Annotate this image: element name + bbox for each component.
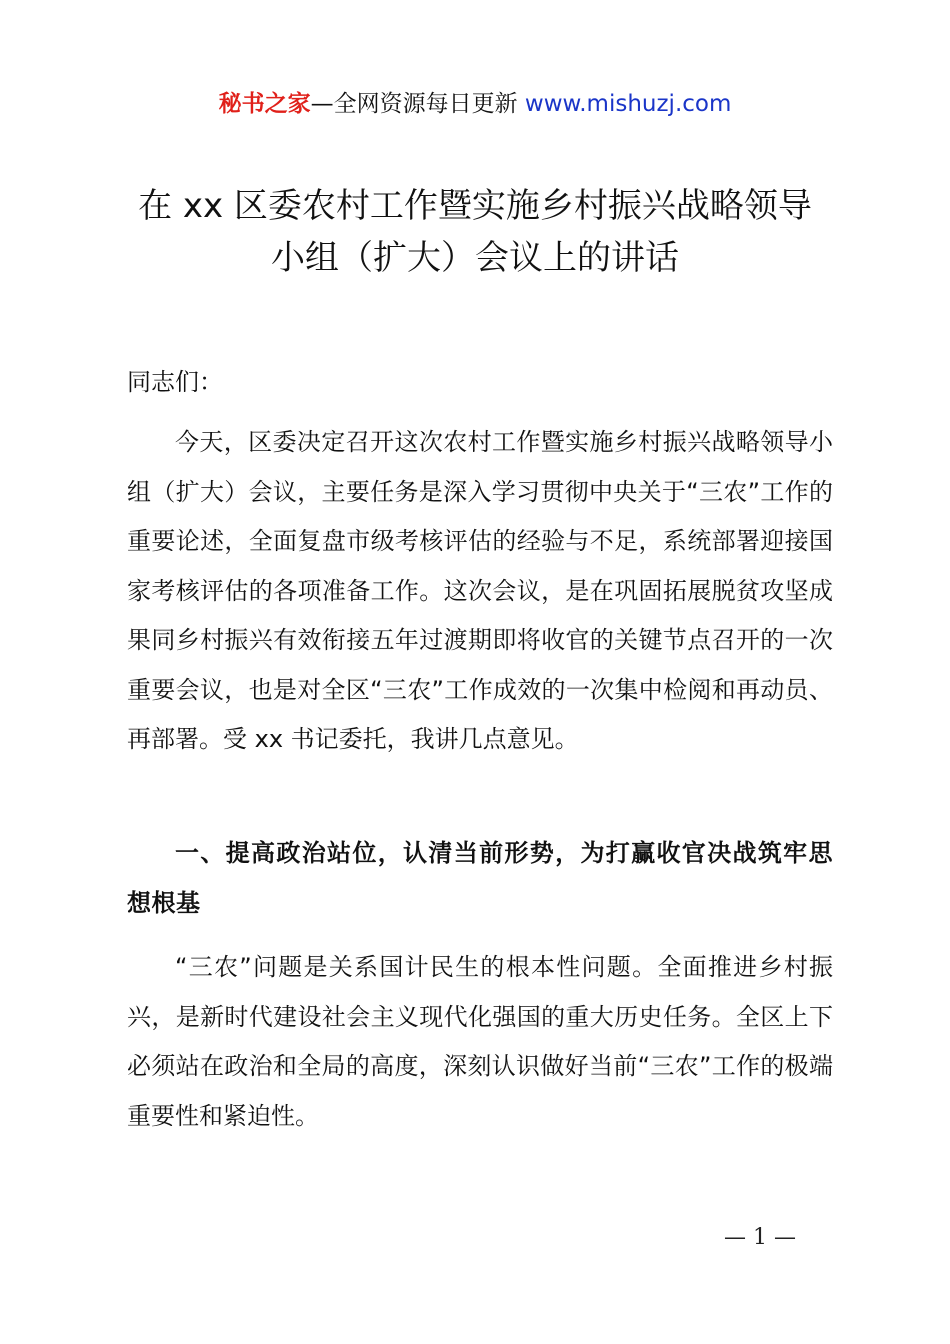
- header-tagline: —全网资源每日更新: [310, 91, 525, 117]
- paragraph-section-1: “三农”问题是关系国计民生的根本性问题。全面推进乡村振兴，是新时代建设社会主义现代化强国的重大历史任务。全区上下必须站在政治和全局的高度，深刻认识做好当前“三农”工作的极端重要性和紧迫性。: [127, 953, 833, 1130]
- salutation: 同志们：: [127, 368, 223, 396]
- title-line-2: 小组（扩大）会议上的讲话: [271, 238, 679, 278]
- site-url-link[interactable]: www.mishuzj.com: [524, 91, 732, 117]
- paragraph-intro: 今天，区委决定召开这次农村工作暨实施乡村振兴战略领导小组（扩大）会议，主要任务是深入学习贯彻中央关于“三农”工作的重要论述，全面复盘市级考核评估的经验与不足，系统部署迎接国家考核评估的各项准备工作。这次会议，是在巩固拓展脱贫攻坚成果同乡村振兴有效衔接五年过渡期即将收官的关键节点召开的一次重要会议，也是对全区“三农”工作成效的一次集中检阅和再动员、再部署。受 xx 书记委托，我讲几点意见。: [127, 428, 833, 753]
- section-heading-1: 一、提高政治站位，认清当前形势，为打赢收官决战筑牢思想根基: [127, 839, 833, 917]
- brand-name: 秘书之家: [218, 91, 311, 117]
- title-line-1: 在 xx 区委农村工作暨实施乡村振兴战略领导: [138, 186, 812, 226]
- site-header: [0, 88, 950, 120]
- page-number: — 1 —: [724, 1225, 796, 1250]
- document-title: [100, 180, 850, 284]
